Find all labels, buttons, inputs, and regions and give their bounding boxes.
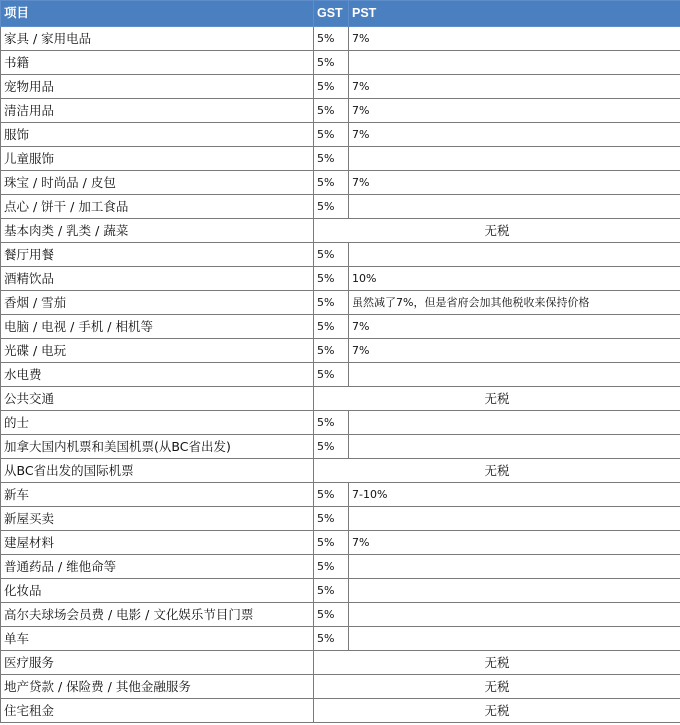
table-row — [1, 291, 680, 315]
table-row — [1, 483, 680, 507]
gst-cell: 5% — [314, 315, 349, 339]
gst-cell: 5% — [314, 291, 349, 315]
pst-cell — [349, 579, 680, 603]
table-row — [1, 171, 680, 195]
pst-cell — [349, 603, 680, 627]
table-row — [1, 27, 680, 51]
pst-cell: 7% — [349, 75, 680, 99]
table-row — [1, 267, 680, 291]
pst-cell — [349, 363, 680, 387]
table-row — [1, 387, 680, 411]
pst-cell: 7-10% — [349, 483, 680, 507]
exempt-cell: 无税 — [314, 219, 680, 243]
pst-cell: 虽然减了7%，但是省府会加其他税收来保持价格 — [349, 291, 680, 315]
item-cell: 住宅租金 — [1, 699, 314, 723]
gst-cell: 5% — [314, 411, 349, 435]
pst-cell: 7% — [349, 123, 680, 147]
pst-cell: 10% — [349, 267, 680, 291]
gst-cell: 5% — [314, 171, 349, 195]
table-row — [1, 363, 680, 387]
item-cell: 水电费 — [1, 363, 314, 387]
table-row — [1, 627, 680, 651]
table-row — [1, 555, 680, 579]
gst-cell: 5% — [314, 507, 349, 531]
pst-cell — [349, 411, 680, 435]
gst-cell: 5% — [314, 75, 349, 99]
gst-cell: 5% — [314, 579, 349, 603]
gst-cell: 5% — [314, 99, 349, 123]
pst-cell — [349, 243, 680, 267]
pst-cell — [349, 435, 680, 459]
item-cell: 酒精饮品 — [1, 267, 314, 291]
item-cell: 基本肉类 / 乳类 / 蔬菜 — [1, 219, 314, 243]
item-cell: 的士 — [1, 411, 314, 435]
item-cell: 点心 / 饼干 / 加工食品 — [1, 195, 314, 219]
pst-cell — [349, 555, 680, 579]
item-cell: 清洁用品 — [1, 99, 314, 123]
table-row — [1, 99, 680, 123]
gst-cell: 5% — [314, 195, 349, 219]
item-cell: 高尔夫球场会员费 / 电影 / 文化娱乐节目门票 — [1, 603, 314, 627]
item-cell: 书籍 — [1, 51, 314, 75]
table-row — [1, 507, 680, 531]
gst-cell: 5% — [314, 627, 349, 651]
pst-cell — [349, 627, 680, 651]
item-cell: 从BC省出发的国际机票 — [1, 459, 314, 483]
table-row — [1, 579, 680, 603]
exempt-cell: 无税 — [314, 651, 680, 675]
gst-cell: 5% — [314, 123, 349, 147]
exempt-cell: 无税 — [314, 387, 680, 411]
table-row — [1, 195, 680, 219]
pst-cell — [349, 507, 680, 531]
pst-cell: 7% — [349, 531, 680, 555]
item-cell: 单车 — [1, 627, 314, 651]
header-row — [1, 1, 680, 27]
item-cell: 香烟 / 雪茄 — [1, 291, 314, 315]
item-cell: 餐厅用餐 — [1, 243, 314, 267]
gst-cell: 5% — [314, 243, 349, 267]
gst-cell: 5% — [314, 531, 349, 555]
table-row — [1, 435, 680, 459]
pst-cell — [349, 51, 680, 75]
item-cell: 服饰 — [1, 123, 314, 147]
exempt-cell: 无税 — [314, 459, 680, 483]
pst-cell: 7% — [349, 99, 680, 123]
pst-cell: 7% — [349, 339, 680, 363]
item-cell: 家具 / 家用电品 — [1, 27, 314, 51]
table-row — [1, 651, 680, 675]
gst-cell: 5% — [314, 603, 349, 627]
item-cell: 化妆品 — [1, 579, 314, 603]
pst-cell — [349, 195, 680, 219]
table-row — [1, 75, 680, 99]
table-row — [1, 147, 680, 171]
item-cell: 儿童服饰 — [1, 147, 314, 171]
table-row — [1, 675, 680, 699]
header-gst: GST — [314, 1, 349, 27]
gst-cell: 5% — [314, 555, 349, 579]
table-row — [1, 603, 680, 627]
table-row — [1, 339, 680, 363]
item-cell: 地产贷款 / 保险费 / 其他金融服务 — [1, 675, 314, 699]
gst-cell: 5% — [314, 51, 349, 75]
table-row — [1, 51, 680, 75]
pst-cell: 7% — [349, 171, 680, 195]
pst-cell: 7% — [349, 27, 680, 51]
gst-cell: 5% — [314, 267, 349, 291]
table-row — [1, 243, 680, 267]
item-cell: 新屋买卖 — [1, 507, 314, 531]
item-cell: 宠物用品 — [1, 75, 314, 99]
gst-cell: 5% — [314, 147, 349, 171]
header-pst: PST — [349, 1, 680, 27]
table-body — [1, 27, 680, 723]
table-row — [1, 123, 680, 147]
table-row — [1, 411, 680, 435]
table-row — [1, 531, 680, 555]
item-cell: 电脑 / 电视 / 手机 / 相机等 — [1, 315, 314, 339]
table-row — [1, 459, 680, 483]
pst-cell — [349, 147, 680, 171]
item-cell: 医疗服务 — [1, 651, 314, 675]
pst-cell: 7% — [349, 315, 680, 339]
item-cell: 建屋材料 — [1, 531, 314, 555]
table-row — [1, 699, 680, 723]
item-cell: 珠宝 / 时尚品 / 皮包 — [1, 171, 314, 195]
item-cell: 加拿大国内机票和美国机票(从BC省出发) — [1, 435, 314, 459]
item-cell: 光碟 / 电玩 — [1, 339, 314, 363]
exempt-cell: 无税 — [314, 675, 680, 699]
item-cell: 普通药品 / 维他命等 — [1, 555, 314, 579]
gst-cell: 5% — [314, 435, 349, 459]
exempt-cell: 无税 — [314, 699, 680, 723]
table-header — [1, 1, 680, 27]
gst-cell: 5% — [314, 363, 349, 387]
gst-cell: 5% — [314, 339, 349, 363]
item-cell: 公共交通 — [1, 387, 314, 411]
header-item: 项目 — [1, 1, 314, 27]
gst-cell: 5% — [314, 483, 349, 507]
item-cell: 新车 — [1, 483, 314, 507]
gst-cell: 5% — [314, 27, 349, 51]
table-row — [1, 219, 680, 243]
table-row — [1, 315, 680, 339]
